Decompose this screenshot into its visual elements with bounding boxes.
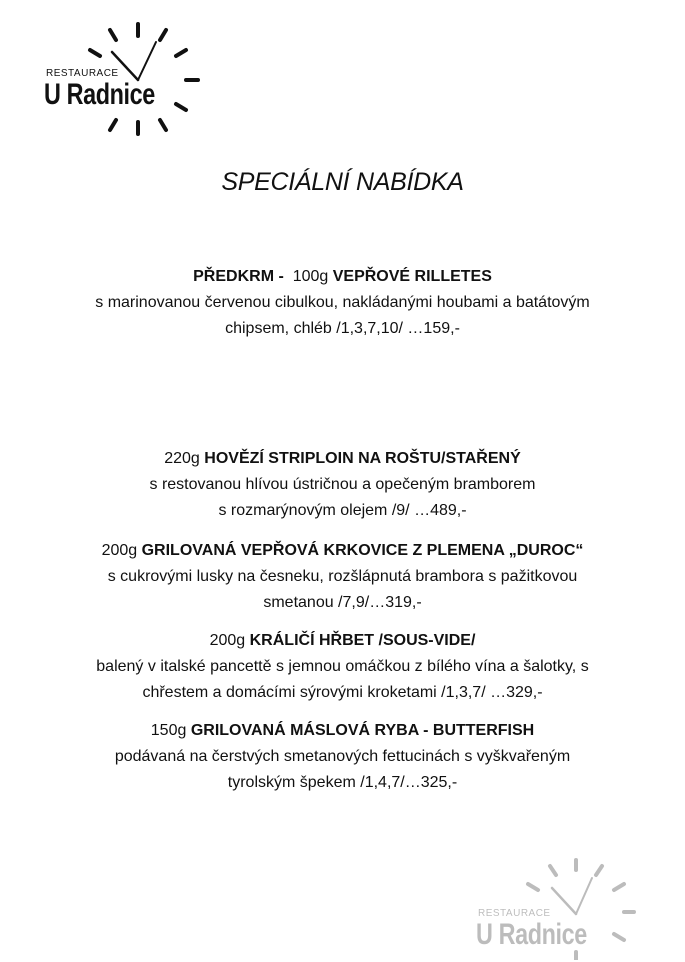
logo-big-text: U Radnice xyxy=(476,918,587,951)
menu-item-name: VEPŘOVÉ RILLETES xyxy=(332,268,492,285)
menu-item-heading xyxy=(20,718,665,744)
menu-item-heading xyxy=(20,628,665,654)
menu-item-description: s restovanou hlívou ústričnou a opečeným bramborem xyxy=(149,476,536,493)
menu-item-description: smetanou /7,9/…319,- xyxy=(263,594,422,611)
menu-item xyxy=(20,718,665,796)
page-title: SPECIÁLNÍ NABÍDKA xyxy=(221,168,464,196)
menu-item-weight: 200g xyxy=(209,632,250,649)
menu-item-weight: 100g xyxy=(283,268,333,285)
menu-item-description: s cukrovými lusky na česneku, rozšlápnutá brambora s pažitkovou xyxy=(107,568,578,585)
menu-item-description: chipsem, chléb /1,3,7,10/ …159,- xyxy=(225,320,460,337)
menu-item-description: s rozmarýnovým olejem /9/ …489,- xyxy=(218,502,467,519)
menu-item-heading xyxy=(20,446,665,472)
menu-item-name: KRÁLIČÍ HŘBET /SOUS-VIDE/ xyxy=(249,632,476,649)
menu-item-description: balený v italské pancettě s jemnou omáčkou z bílého vína a šalotky, s xyxy=(96,658,589,675)
menu-item xyxy=(20,538,665,616)
menu-item xyxy=(20,628,665,706)
menu-item xyxy=(20,264,665,342)
menu-item-name: HOVĚZÍ STRIPLOIN NA ROŠTU/STAŘENÝ xyxy=(204,450,521,467)
menu-item-weight: 220g xyxy=(164,450,205,467)
restaurant-logo-watermark xyxy=(468,856,638,960)
menu-item-heading xyxy=(20,264,665,290)
menu-item-name: GRILOVANÁ MÁSLOVÁ RYBA - BUTTERFISH xyxy=(190,722,535,739)
menu-item-description: s marinovanou červenou cibulkou, nakládanými houbami a batátovým xyxy=(95,294,590,311)
menu-item-weight: 150g xyxy=(150,722,191,739)
menu-item-name: GRILOVANÁ VEPŘOVÁ KRKOVICE Z PLEMENA „DUROC“ xyxy=(141,542,584,559)
menu-item-description: chřestem a domácími sýrovými kroketami /1,3,7/ …329,- xyxy=(142,684,543,701)
menu-item-description: tyrolským špekem /1,4,7/…325,- xyxy=(227,774,458,791)
restaurant-logo xyxy=(38,18,208,144)
menu-item-weight: 200g xyxy=(101,542,142,559)
logo-small-text: RESTAURACE xyxy=(478,908,551,919)
logo-small-text: RESTAURACE xyxy=(46,68,119,79)
menu-item-category: PŘEDKRM - xyxy=(193,268,284,285)
menu-item xyxy=(20,446,665,524)
logo-big-text: U Radnice xyxy=(44,78,155,111)
menu-item-description: podávaná na čerstvých smetanových fettucinách s vyškvařeným xyxy=(114,748,571,765)
menu-item-heading xyxy=(20,538,665,564)
